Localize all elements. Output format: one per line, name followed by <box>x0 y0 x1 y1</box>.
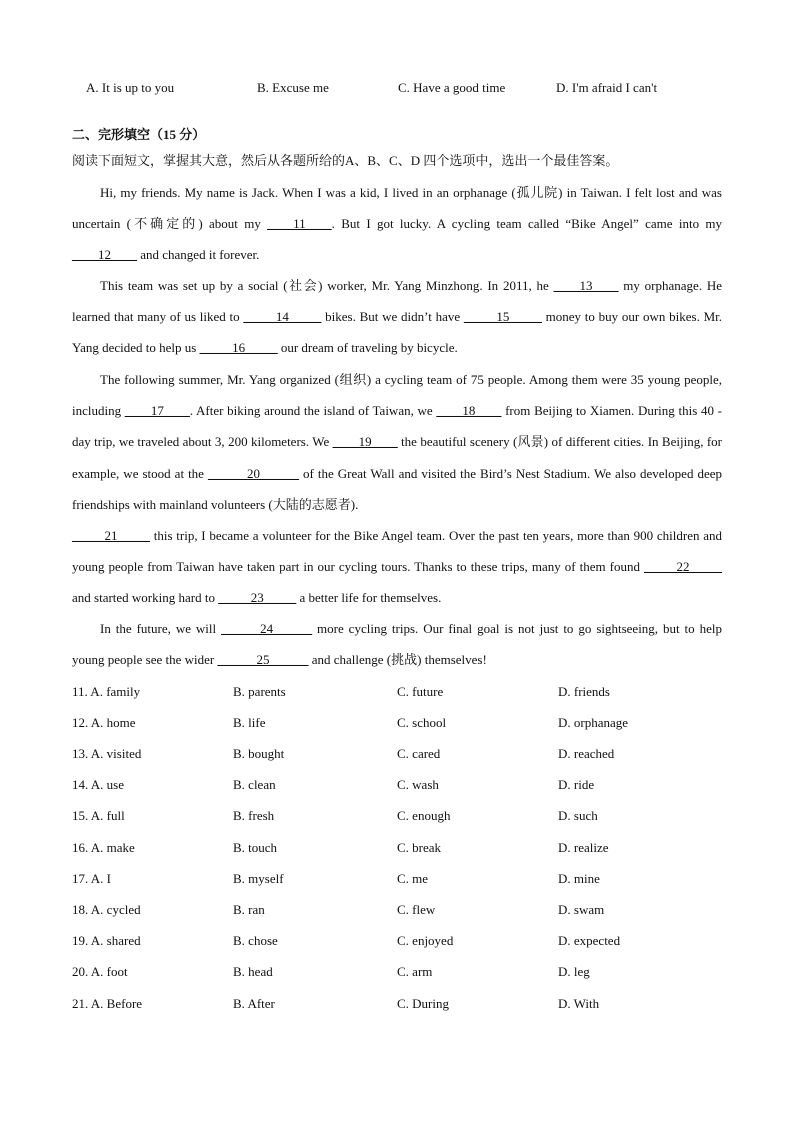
option-c: C. flew <box>397 902 436 917</box>
question-row-21 <box>0 994 794 1014</box>
blank-14: _____14_____ <box>243 309 322 325</box>
option-d: D. reached <box>558 746 615 761</box>
option-b: B. fresh <box>233 808 275 823</box>
option-d: D. such <box>558 808 598 823</box>
option-d: D. ride <box>558 777 595 792</box>
option-c: C. cared <box>397 746 441 761</box>
option-c: C. me <box>397 871 429 886</box>
option-b: B. chose <box>233 933 278 948</box>
blank-18: ____18____ <box>436 403 502 419</box>
option-d: D. orphanage <box>558 715 629 730</box>
blank-23: _____23_____ <box>218 590 297 606</box>
question-number-option-a: 17. A. I <box>72 871 111 886</box>
option-d: D. mine <box>558 871 600 886</box>
option-d: D. I'm afraid I can't <box>556 80 658 95</box>
option-c: C. Have a good time <box>398 80 506 95</box>
blank-21: _____21_____ <box>72 528 150 543</box>
question-number-option-a: 20. A. foot <box>72 964 128 979</box>
question-number-option-a: 13. A. visited <box>72 746 142 761</box>
option-b: B. ran <box>233 902 265 917</box>
question-row-14 <box>0 775 794 795</box>
question-number-option-a: 12. A. home <box>72 715 136 730</box>
option-c: C. enjoyed <box>397 933 454 948</box>
passage-paragraph-3: The following summer, Mr. Yang organized (组织) a cycling team of 75 people. Among them were 35 young people, including ____17____. After biking around the island of Taiwan, we ____18____ from Beijing to Xiamen. During this 40 -day trip, we traveled about 3, 200 kilometers. We ____19____ the beautiful scenery (风景) of different cities. In Beijing, for example, we stood at the ______20______ of the Great Wall and visited the Bird’s Nest Stadium. We also developed deep friendships with mainland volunteers (大陆的志愿者). <box>72 372 722 512</box>
option-c: C. wash <box>397 777 439 792</box>
question-row-20 <box>0 962 794 982</box>
option-d: D. With <box>558 996 600 1011</box>
blank-16: _____16_____ <box>199 340 278 356</box>
option-b: B. clean <box>233 777 276 792</box>
option-c: C. break <box>397 840 442 855</box>
option-c: C. arm <box>397 964 433 979</box>
question-number-option-a: 21. A. Before <box>72 996 143 1011</box>
option-b: B. After <box>233 996 275 1011</box>
passage-paragraph-2: This team was set up by a social (社会) worker, Mr. Yang Minzhong. In 2011, he ____13____ my orphanage. He learned that many of us liked to _____14_____ bikes. But we didn’t have _____15_____ money to buy our own bikes. Mr. Yang decided to help us _____16_____ our dream of traveling by bicycle. <box>72 278 722 356</box>
question-row-11 <box>0 682 794 702</box>
blank-17: ____17____ <box>124 403 190 419</box>
blank-12: ____12____ <box>72 247 137 263</box>
question-number-option-a: 14. A. use <box>72 777 124 792</box>
option-d: D. leg <box>558 964 590 979</box>
question-number-option-a: 19. A. shared <box>72 933 141 948</box>
question-row-13 <box>0 744 794 764</box>
blank-13: ____13____ <box>553 278 619 293</box>
option-c: C. During <box>397 996 449 1011</box>
option-b: B. head <box>233 964 273 979</box>
option-b: B. myself <box>233 871 284 886</box>
option-d: D. swam <box>558 902 605 917</box>
question-row-18 <box>0 900 794 920</box>
option-b: B. parents <box>233 684 286 699</box>
question-row-17 <box>0 869 794 889</box>
question-number-option-a: 15. A. full <box>72 808 125 823</box>
option-b: B. life <box>233 715 266 730</box>
blank-22: _____22_____ <box>644 559 722 575</box>
passage-paragraph-1: Hi, my friends. My name is Jack. When I was a kid, I lived in an orphanage (孤儿院) in Taiwan. I felt lost and was uncertain (不确定的) about my ____11____. But I got lucky. A cycling team called “Bike Angel” came into my ____12____ and changed it forever. <box>72 185 722 263</box>
question-number-option-a: 16. A. make <box>72 840 135 855</box>
question-number-option-a: 11. A. family <box>72 684 141 699</box>
blank-11: ____11____ <box>267 216 332 232</box>
section-title: 二、完形填空（15 分） <box>72 127 206 142</box>
blank-19: ____19____ <box>332 434 398 450</box>
option-d: D. realize <box>558 840 609 855</box>
option-a: A. It is up to you <box>86 80 175 95</box>
question-row-16 <box>0 838 794 858</box>
blank-25: ______25______ <box>217 652 309 668</box>
option-b: B. touch <box>233 840 278 855</box>
section-instructions: 阅读下面短文，掌握其大意，然后从各题所给的A、B、C、D 四个选项中，选出一个最佳答案。 <box>72 153 619 168</box>
question-row-15 <box>0 806 794 826</box>
passage-paragraph-4: _____21_____ this trip, I became a volunteer for the Bike Angel team. Over the past ten years, more than 900 children and young people from Taiwan have taken part in our cycling tours. Thanks to these trips, many of them found _____22_____ and started working hard to _____23_____ a better life for themselves. <box>72 528 722 606</box>
blank-15: _____15_____ <box>463 309 542 325</box>
option-c: C. enough <box>397 808 451 823</box>
option-d: D. expected <box>558 933 621 948</box>
question-number-option-a: 18. A. cycled <box>72 902 141 917</box>
blank-20: ______20______ <box>207 465 299 481</box>
question-row-12 <box>0 713 794 733</box>
option-c: C. school <box>397 715 447 730</box>
question-row-19 <box>0 931 794 951</box>
option-c: C. future <box>397 684 444 699</box>
passage-paragraph-5: In the future, we will ______24______ more cycling trips. Our final goal is not just to go sightseeing, but to help young people see the wider ______25______ and challenge (挑战) themselves! <box>72 621 722 668</box>
option-b: B. bought <box>233 746 285 761</box>
option-d: D. friends <box>558 684 610 699</box>
prev-question-options <box>0 78 794 98</box>
blank-24: ______24______ <box>221 621 313 636</box>
option-b: B. Excuse me <box>257 80 329 95</box>
